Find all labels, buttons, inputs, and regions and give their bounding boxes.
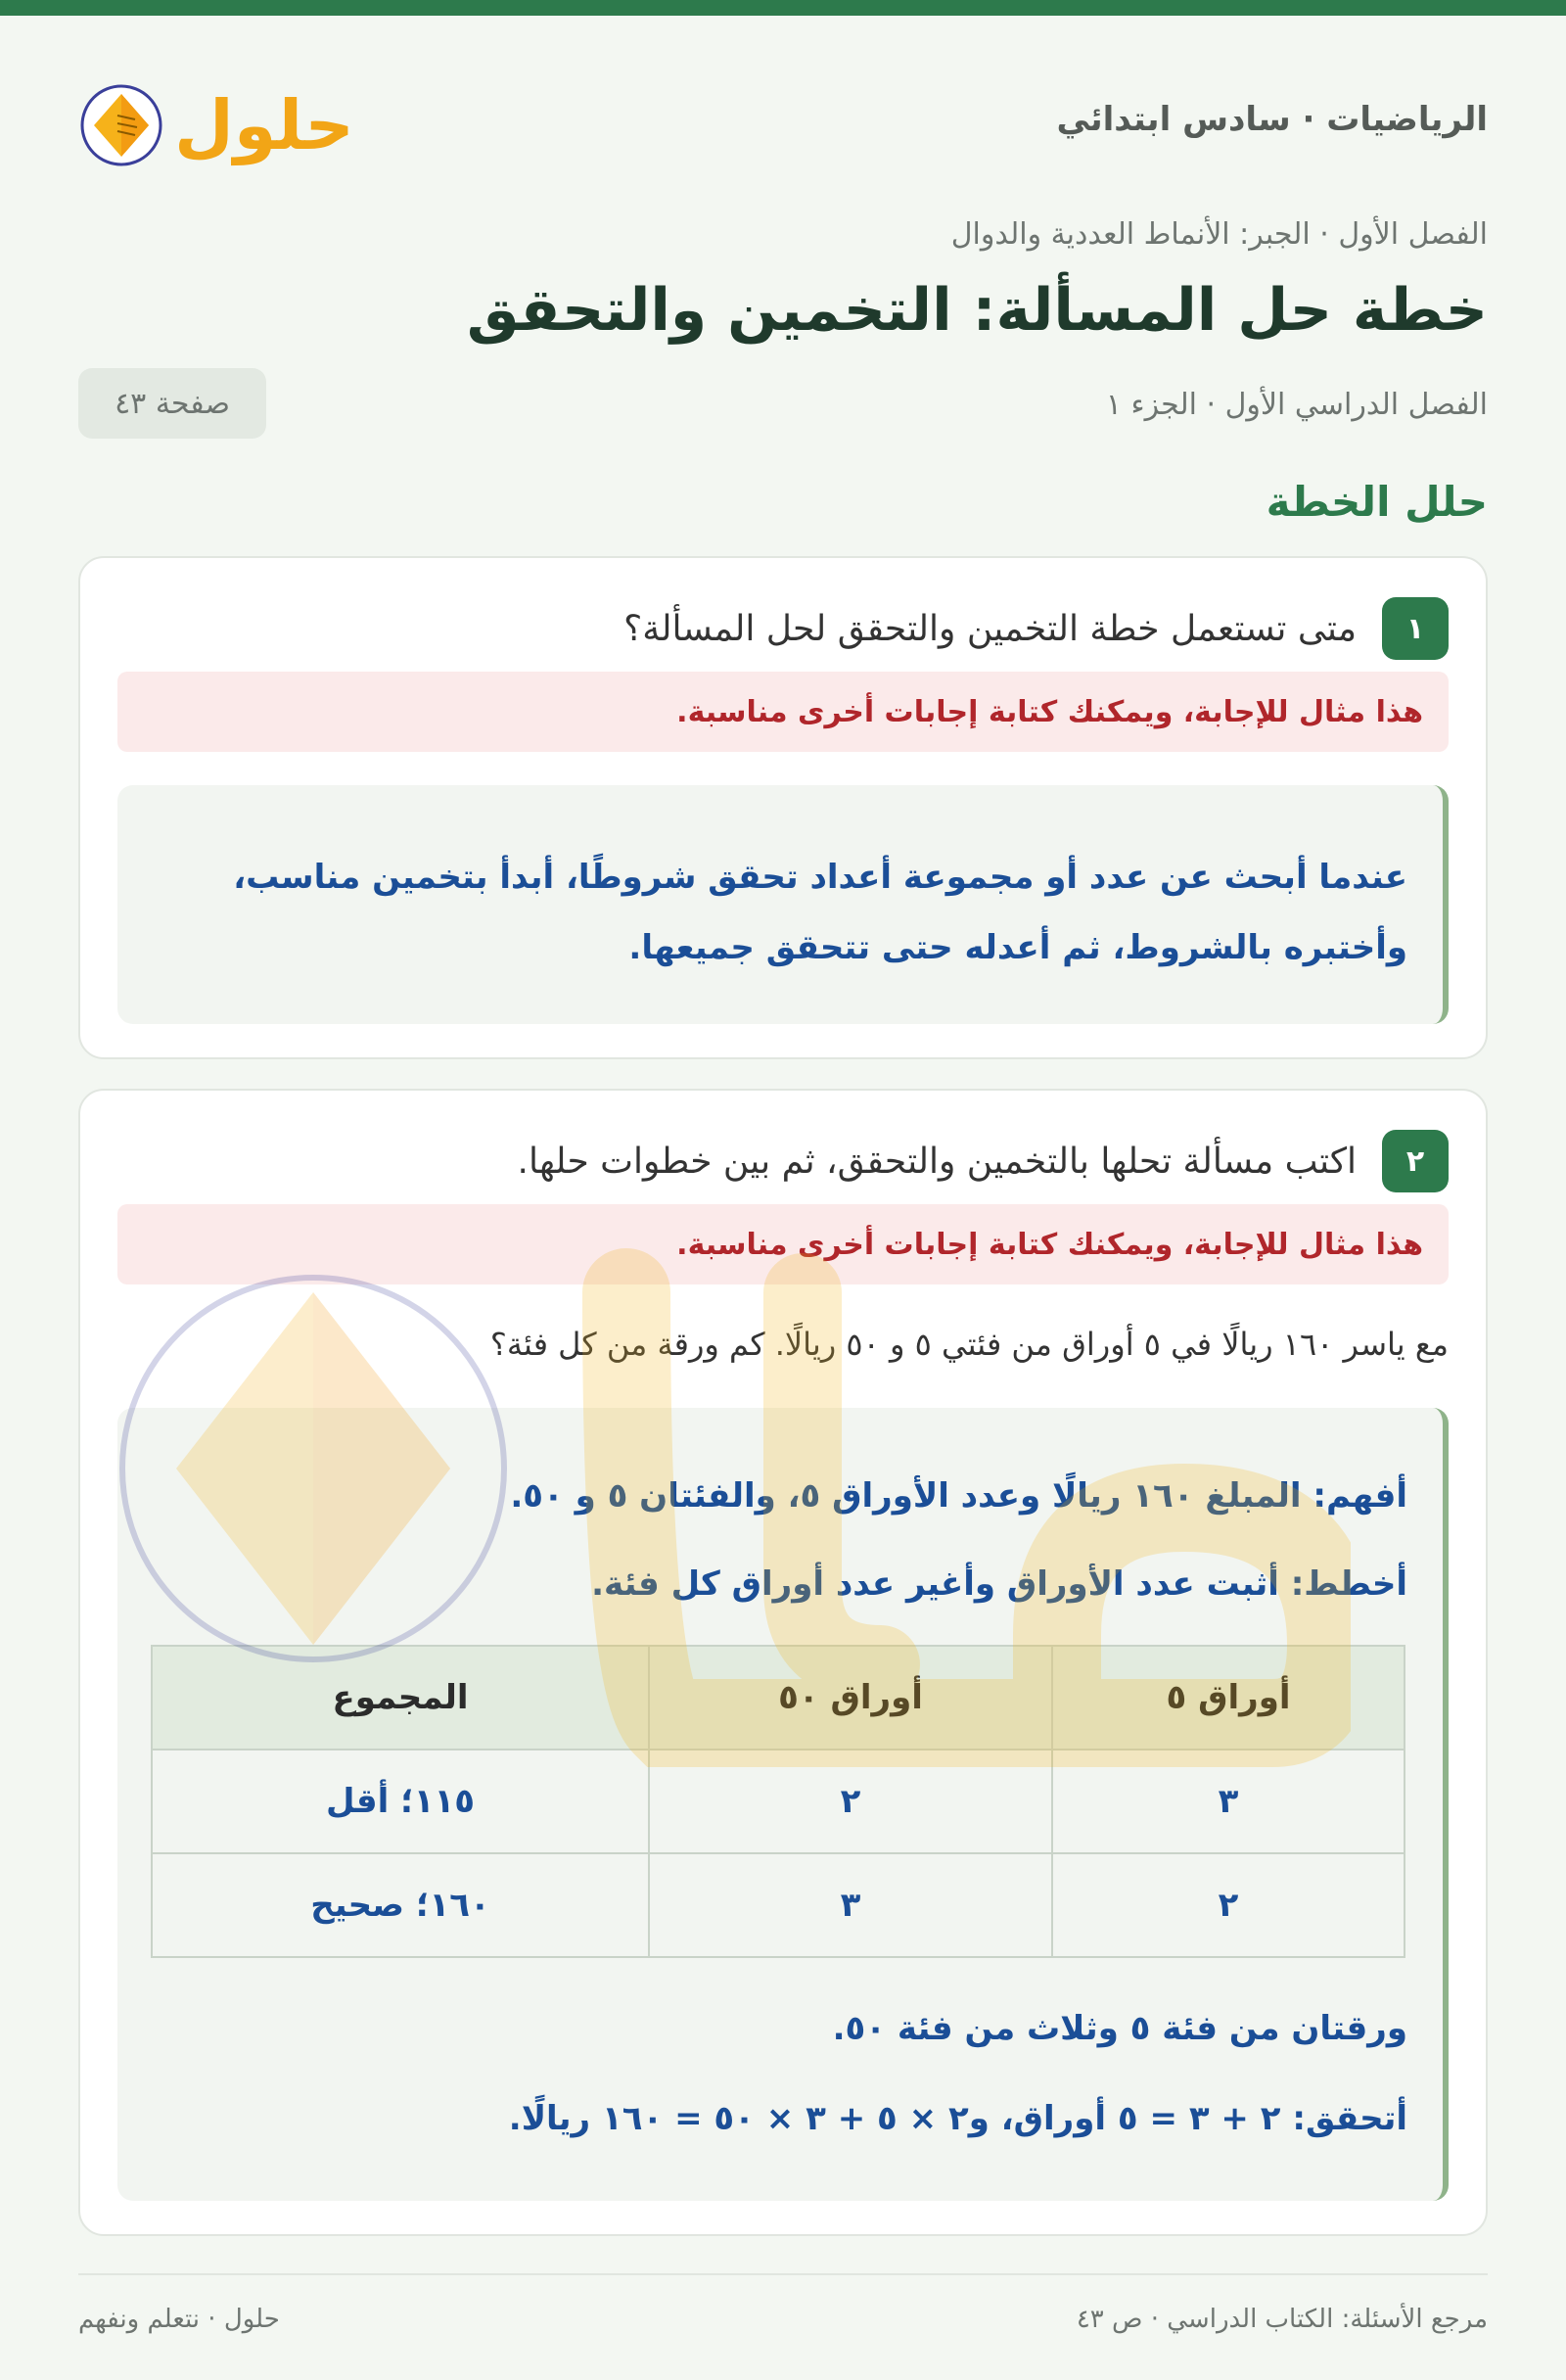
page-title: خطة حل المسألة: التخمين والتحقق: [466, 276, 1488, 345]
question-header: [623, 597, 1449, 660]
question-header: [518, 1130, 1449, 1192]
subject-label: الرياضيات · سادس ابتدائي: [1056, 100, 1488, 139]
footer-reference: مرجع الأسئلة: الكتاب الدراسي · ص ٤٣: [1076, 2305, 1488, 2334]
question-text: متى تستعمل خطة التخمين والتحقق لحل المسألة؟: [623, 608, 1357, 649]
question-number-badge: ١: [1382, 597, 1449, 660]
problem-statement: مع ياسر ١٦٠ ريالًا في ٥ أوراق من فئتي ٥ و ٥٠ ريالًا. كم ورقة من كل فئة؟: [489, 1326, 1449, 1363]
table-header-cell: المجموع: [152, 1646, 649, 1750]
hulul-logo: [78, 61, 372, 178]
table-cell: ١٦٠؛ صحيح: [152, 1853, 649, 1957]
question-card-1: [78, 556, 1488, 1059]
result-step: ورقتان من فئة ٥ وثلاث من فئة ٥٠.: [832, 2009, 1407, 2048]
understand-step: أفهم: المبلغ ١٦٠ ريالًا وعدد الأوراق ٥، والفئتان ٥ و ٥٠.: [510, 1476, 1407, 1516]
breadcrumb: الفصل الأول · الجبر: الأنماط العددية والدوال: [950, 217, 1488, 252]
check-step: أتحقق: ٢ + ٣ = ٥ أوراق، و٢ × ٥ + ٣ × ٥٠ = ١٦٠ ريالًا.: [508, 2099, 1407, 2138]
table-header-row: [152, 1646, 1405, 1750]
example-answer-note: هذا مثال للإجابة، ويمكنك كتابة إجابات أخرى مناسبة.: [117, 1204, 1449, 1284]
table-cell: ٢: [1052, 1853, 1405, 1957]
answer-box: [117, 1408, 1449, 2201]
logo-text: حلول: [174, 85, 354, 165]
answer-box: [117, 785, 1449, 1024]
example-answer-note: هذا مثال للإجابة، ويمكنك كتابة إجابات أخرى مناسبة.: [117, 672, 1449, 752]
question-number-badge: ٢: [1382, 1130, 1449, 1192]
page-header: [78, 61, 1488, 178]
table-header-cell: أوراق ٥: [1052, 1646, 1405, 1750]
book-diamond-icon: [82, 86, 161, 164]
guess-check-table: [151, 1645, 1405, 1958]
plan-step: أخطط: أثبت عدد الأوراق وأغير عدد أوراق كل فئة.: [591, 1564, 1407, 1604]
table-cell: ٣: [1052, 1750, 1405, 1853]
footer-tagline: حلول · نتعلم ونفهم: [78, 2305, 280, 2334]
page-badge: صفحة ٤٣: [78, 368, 266, 439]
footer-divider: [78, 2273, 1488, 2275]
question-text: اكتب مسألة تحلها بالتخمين والتحقق، ثم بين خطوات حلها.: [517, 1141, 1357, 1182]
question-card-2: [78, 1089, 1488, 2236]
answer-text: عندما أبحث عن عدد أو مجموعة أعداد تحقق شروطًا، أبدأ بتخمين مناسب، وأختبره بالشروط، ثم أعدله حتى تتحقق جميعها.: [233, 858, 1407, 967]
table-row: [152, 1853, 1405, 1957]
top-accent-bar: [0, 0, 1566, 16]
table-cell: ١١٥؛ أقل: [152, 1750, 649, 1853]
table-row: [152, 1750, 1405, 1853]
section-heading: حلل الخطة: [1266, 478, 1488, 526]
table-cell: ٢: [649, 1750, 1052, 1853]
table-cell: ٣: [649, 1853, 1052, 1957]
term-label: الفصل الدراسي الأول · الجزء ١: [1105, 388, 1488, 422]
table-header-cell: أوراق ٥٠: [649, 1646, 1052, 1750]
